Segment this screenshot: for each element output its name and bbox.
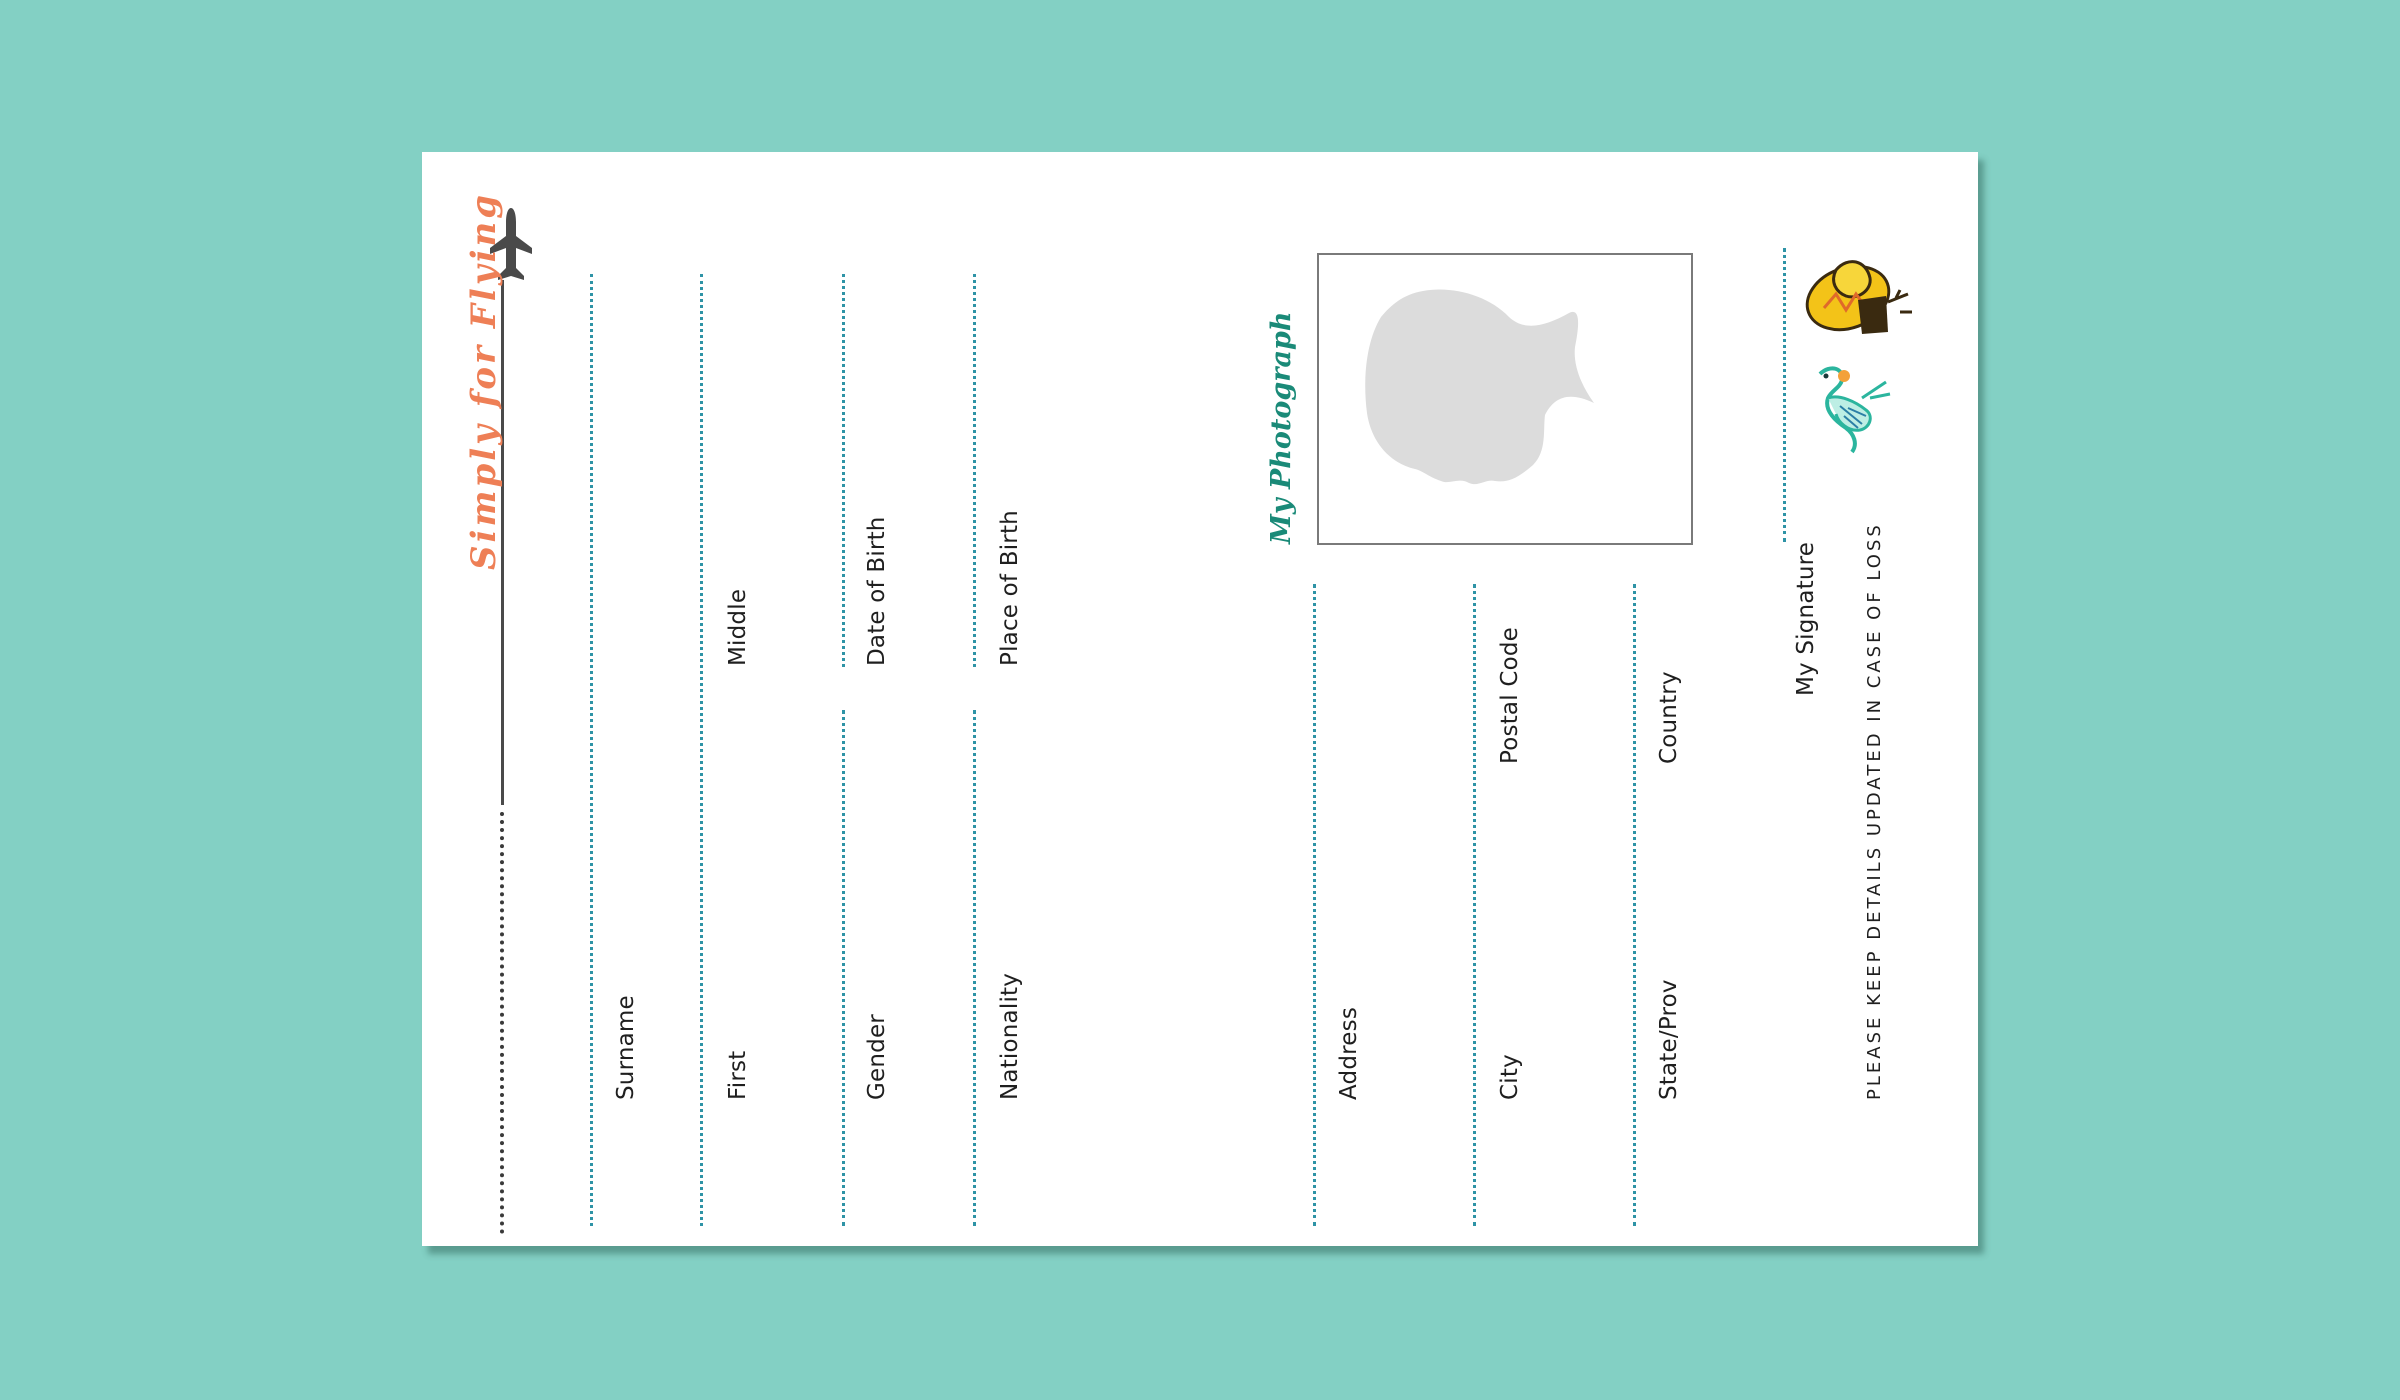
bird-icon — [1800, 358, 1900, 458]
surname-line — [590, 274, 593, 1226]
sombrero-icon — [1796, 254, 1916, 350]
nationality-line — [973, 710, 976, 1226]
gender-label: Gender — [864, 1014, 890, 1100]
signature-label: My Signature — [1793, 541, 1819, 696]
surname-label: Surname — [613, 995, 639, 1100]
brand-title: Simply for Flying — [464, 191, 504, 570]
middle-label: Middle — [725, 588, 751, 666]
country-label: Country — [1656, 671, 1682, 764]
notice-text: PLEASE KEEP DETAILS UPDATED IN CASE OF LOSS — [1864, 522, 1885, 1100]
date-of-birth-label: Date of Birth — [864, 516, 890, 666]
flight-path-dotted — [500, 812, 504, 1234]
address-line — [1313, 584, 1316, 1226]
place-of-birth-line — [973, 274, 976, 667]
photo-title: My Photograph — [1266, 311, 1297, 544]
nationality-label: Nationality — [997, 972, 1023, 1100]
head-silhouette-icon — [1319, 255, 1691, 543]
city-label: City — [1497, 1054, 1523, 1100]
first-label: First — [725, 1050, 751, 1100]
city-postal-line — [1473, 584, 1476, 1226]
date-of-birth-line — [842, 274, 845, 667]
first-middle-line — [700, 274, 703, 1226]
place-of-birth-label: Place of Birth — [997, 510, 1023, 666]
signature-line — [1783, 248, 1786, 542]
photo-frame[interactable] — [1317, 253, 1693, 545]
address-label: Address — [1336, 1007, 1362, 1100]
gender-line — [842, 710, 845, 1226]
state-country-line — [1633, 584, 1636, 1226]
postal-code-label: Postal Code — [1497, 627, 1523, 764]
state-prov-label: State/Prov — [1656, 979, 1682, 1100]
passport-page — [422, 152, 1978, 1246]
